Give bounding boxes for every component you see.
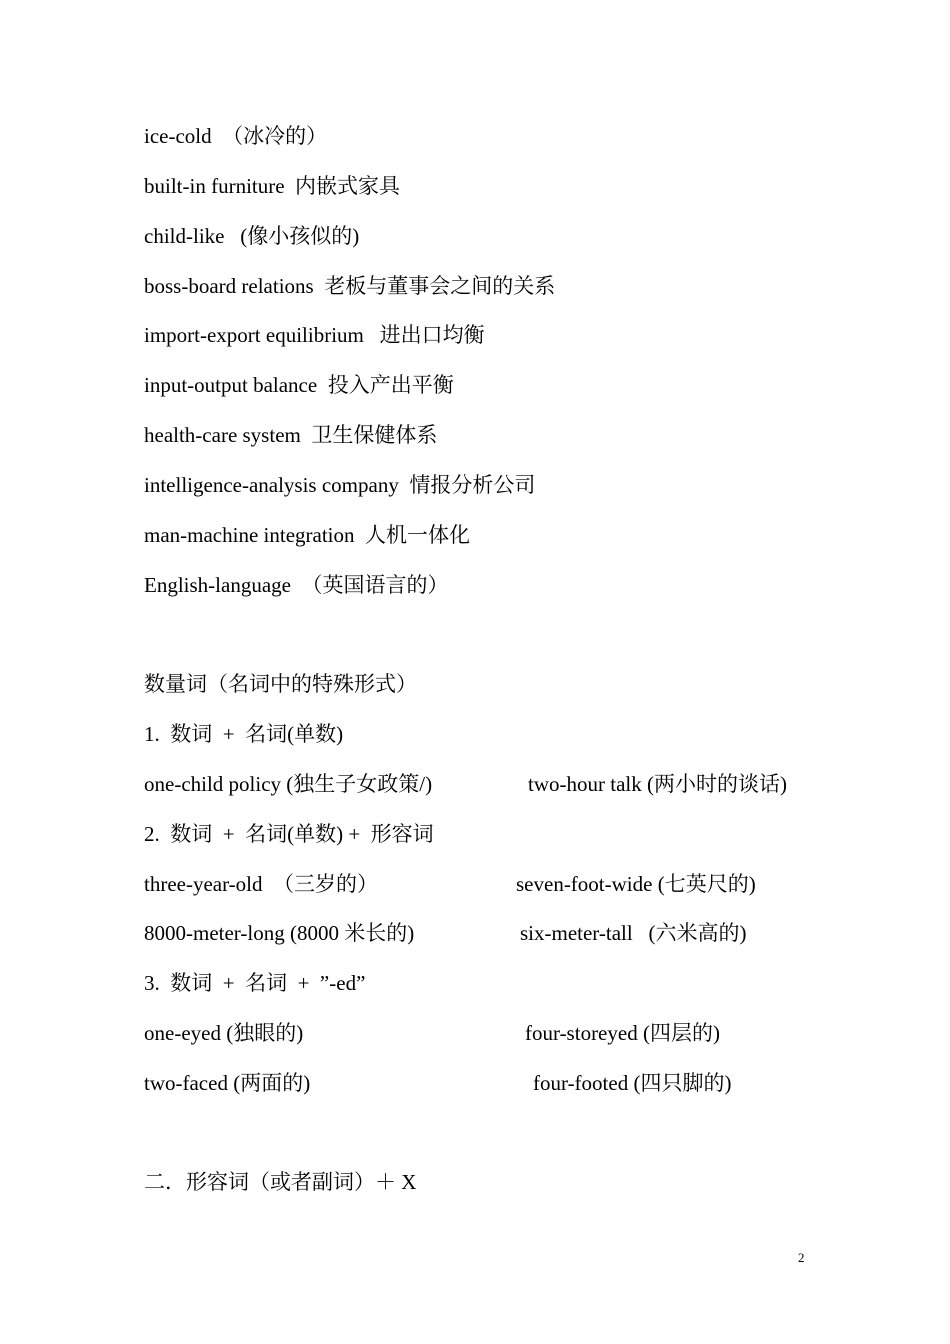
example-row-5-left: two-faced (两面的) [144,1071,311,1095]
rule-3: 3. 数词 + 名词 + ”-ed” [144,971,366,995]
compound-example-health-care: health-care system 卫生保健体系 [144,423,438,447]
section-heading-quantity: 数量词（名词中的特殊形式） [144,672,417,696]
compound-example-import-export: import-export equilibrium 进出口均衡 [144,323,485,347]
rule-2: 2. 数词 + 名词(单数) + 形容词 [144,822,434,846]
example-row-3-right: six-meter-tall (六米高的) [520,921,747,945]
page-number: 2 [798,1250,805,1265]
compound-example-child-like: child-like (像小孩似的) [144,224,360,248]
compound-example-english-language: English-language （英国语言的） [144,573,449,597]
example-row-1-right: two-hour talk (两小时的谈话) [528,772,787,796]
example-row-4-right: four-storeyed (四层的) [525,1021,720,1045]
compound-example-man-machine: man-machine integration 人机一体化 [144,523,471,547]
compound-example-built-in: built-in furniture 内嵌式家具 [144,174,401,198]
example-row-5-right: four-footed (四只脚的) [533,1071,732,1095]
example-row-1-left: one-child policy (独生子女政策/) [144,772,433,796]
compound-example-input-output: input-output balance 投入产出平衡 [144,373,454,397]
example-row-4-left: one-eyed (独眼的) [144,1021,304,1045]
example-row-2-left: three-year-old （三岁的） [144,872,379,896]
compound-example-boss-board: boss-board relations 老板与董事会之间的关系 [144,274,556,298]
example-row-3-left: 8000-meter-long (8000 米长的) [144,921,415,945]
rule-1: 1. 数词 + 名词(单数) [144,722,344,746]
compound-example-intelligence-analysis: intelligence-analysis company 情报分析公司 [144,473,536,497]
example-row-2-right: seven-foot-wide (七英尺的) [516,872,756,896]
section-heading-two: 二．形容词（或者副词）＋ X [144,1170,417,1194]
compound-example-ice-cold: ice-cold （冰冷的） [144,124,328,148]
